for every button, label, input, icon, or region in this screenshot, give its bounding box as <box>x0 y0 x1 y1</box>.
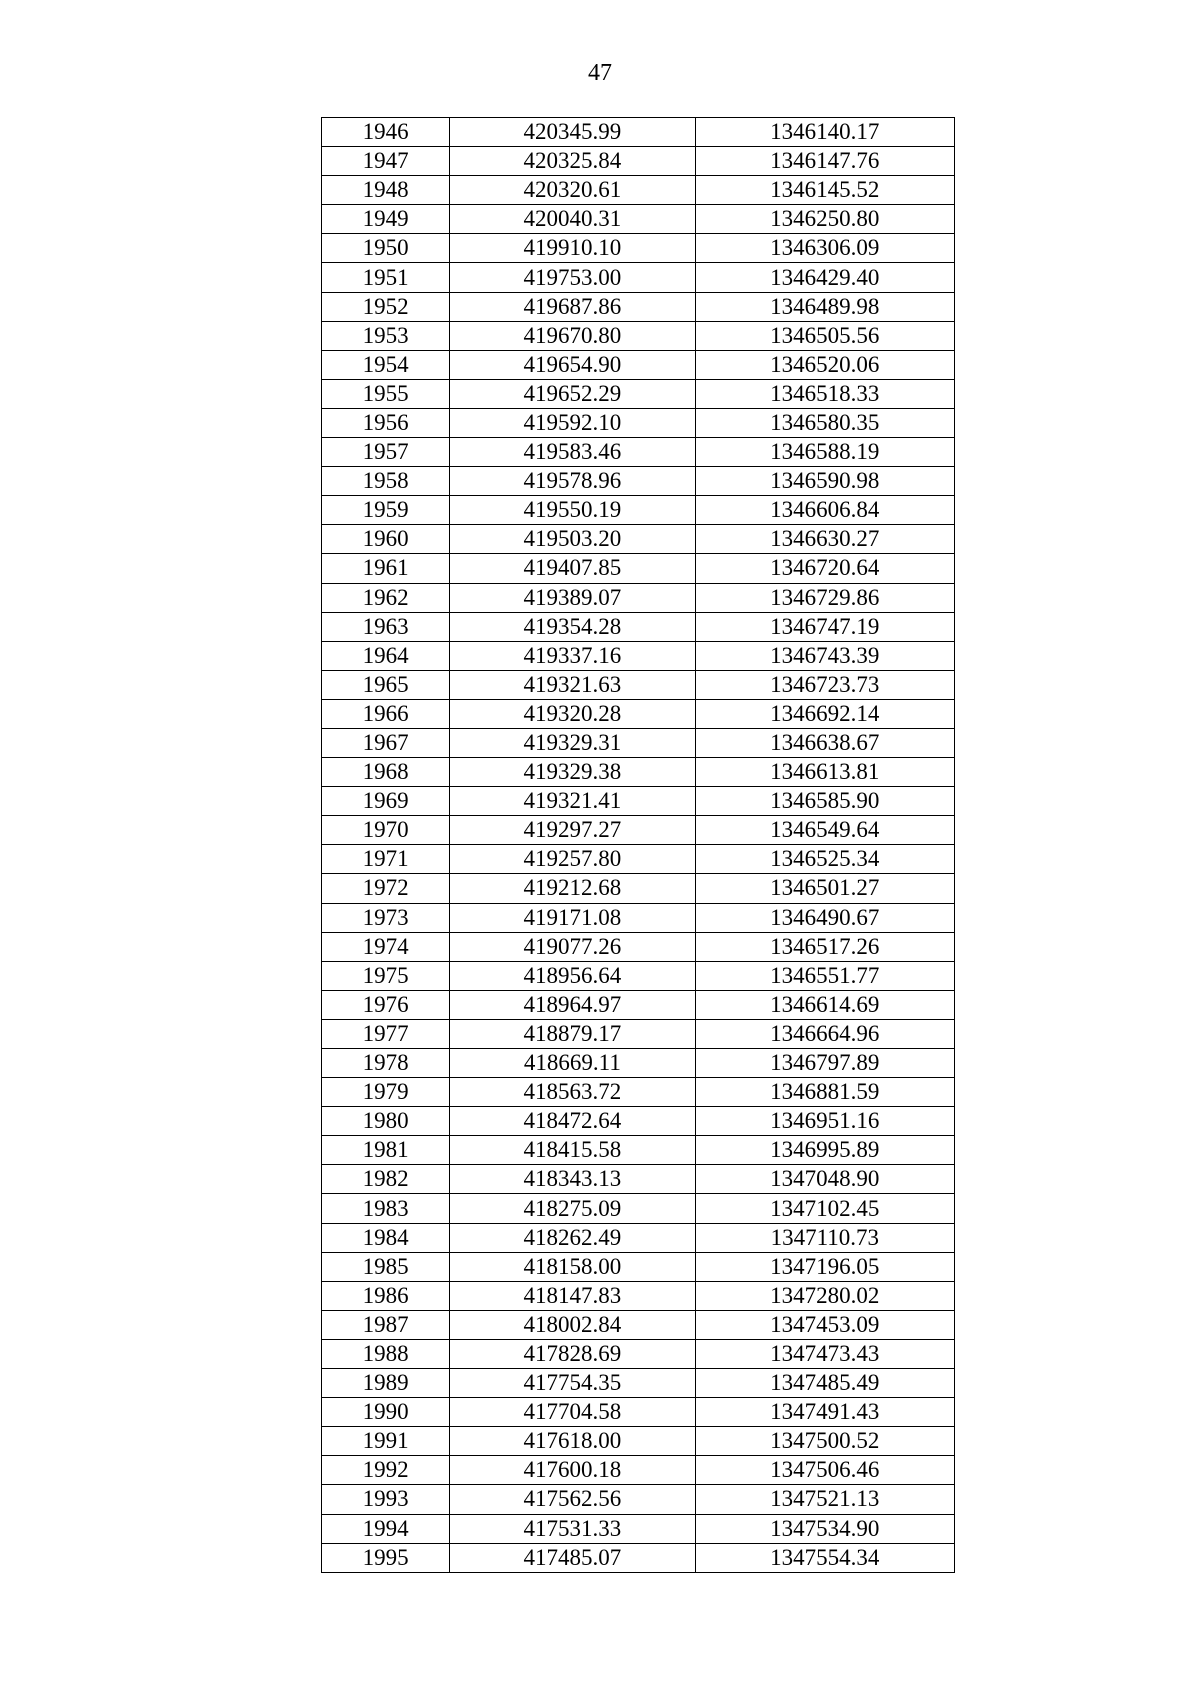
table-row <box>322 932 955 961</box>
table-row <box>322 670 955 699</box>
point-number-cell: 1965 <box>322 670 450 699</box>
point-number-cell: 1969 <box>322 787 450 816</box>
point-number-cell: 1957 <box>322 438 450 467</box>
point-number-cell: 1995 <box>322 1543 450 1572</box>
point-number-cell: 1990 <box>322 1398 450 1427</box>
point-number-cell: 1950 <box>322 234 450 263</box>
point-number-cell: 1946 <box>322 118 450 147</box>
point-number-cell: 1972 <box>322 874 450 903</box>
table-row <box>322 612 955 641</box>
table-row <box>322 525 955 554</box>
y-coordinate-cell: 1346630.27 <box>695 525 954 554</box>
x-coordinate-cell: 419389.07 <box>450 583 695 612</box>
y-coordinate-cell: 1347554.34 <box>695 1543 954 1572</box>
y-coordinate-cell: 1346747.19 <box>695 612 954 641</box>
point-number-cell: 1988 <box>322 1339 450 1368</box>
table-row <box>322 728 955 757</box>
x-coordinate-cell: 419297.27 <box>450 816 695 845</box>
point-number-cell: 1971 <box>322 845 450 874</box>
y-coordinate-cell: 1346517.26 <box>695 932 954 961</box>
x-coordinate-cell: 418343.13 <box>450 1165 695 1194</box>
point-number-cell: 1954 <box>322 350 450 379</box>
y-coordinate-cell: 1347280.02 <box>695 1281 954 1310</box>
x-coordinate-cell: 419687.86 <box>450 292 695 321</box>
y-coordinate-cell: 1346638.67 <box>695 728 954 757</box>
table-row <box>322 176 955 205</box>
point-number-cell: 1947 <box>322 147 450 176</box>
x-coordinate-cell: 418563.72 <box>450 1078 695 1107</box>
y-coordinate-cell: 1347500.52 <box>695 1427 954 1456</box>
table-row <box>322 1543 955 1572</box>
y-coordinate-cell: 1346505.56 <box>695 321 954 350</box>
table-row <box>322 990 955 1019</box>
y-coordinate-cell: 1346614.69 <box>695 990 954 1019</box>
y-coordinate-cell: 1347196.05 <box>695 1252 954 1281</box>
y-coordinate-cell: 1346580.35 <box>695 408 954 437</box>
y-coordinate-cell: 1346951.16 <box>695 1107 954 1136</box>
x-coordinate-cell: 419171.08 <box>450 903 695 932</box>
point-number-cell: 1981 <box>322 1136 450 1165</box>
table-row <box>322 1078 955 1107</box>
x-coordinate-cell: 418472.64 <box>450 1107 695 1136</box>
table-row <box>322 816 955 845</box>
x-coordinate-cell: 419652.29 <box>450 379 695 408</box>
table-row <box>322 1369 955 1398</box>
y-coordinate-cell: 1346518.33 <box>695 379 954 408</box>
x-coordinate-cell: 417562.56 <box>450 1485 695 1514</box>
point-number-cell: 1958 <box>322 467 450 496</box>
point-number-cell: 1963 <box>322 612 450 641</box>
x-coordinate-cell: 418415.58 <box>450 1136 695 1165</box>
x-coordinate-cell: 419578.96 <box>450 467 695 496</box>
point-number-cell: 1948 <box>322 176 450 205</box>
table-row <box>322 234 955 263</box>
point-number-cell: 1967 <box>322 728 450 757</box>
table-row <box>322 1223 955 1252</box>
point-number-cell: 1974 <box>322 932 450 961</box>
y-coordinate-cell: 1346590.98 <box>695 467 954 496</box>
x-coordinate-cell: 419753.00 <box>450 263 695 292</box>
table-row <box>322 1165 955 1194</box>
y-coordinate-cell: 1346995.89 <box>695 1136 954 1165</box>
table-row <box>322 845 955 874</box>
point-number-cell: 1980 <box>322 1107 450 1136</box>
coordinates-table <box>321 117 955 1573</box>
point-number-cell: 1955 <box>322 379 450 408</box>
table-row <box>322 1281 955 1310</box>
y-coordinate-cell: 1346250.80 <box>695 205 954 234</box>
y-coordinate-cell: 1346147.76 <box>695 147 954 176</box>
table-row <box>322 1427 955 1456</box>
y-coordinate-cell: 1346140.17 <box>695 118 954 147</box>
y-coordinate-cell: 1347491.43 <box>695 1398 954 1427</box>
y-coordinate-cell: 1346588.19 <box>695 438 954 467</box>
table-row <box>322 292 955 321</box>
point-number-cell: 1979 <box>322 1078 450 1107</box>
table-row <box>322 1136 955 1165</box>
x-coordinate-cell: 419337.16 <box>450 641 695 670</box>
x-coordinate-cell: 418262.49 <box>450 1223 695 1252</box>
x-coordinate-cell: 418879.17 <box>450 1019 695 1048</box>
table-row <box>322 263 955 292</box>
point-number-cell: 1973 <box>322 903 450 932</box>
table-row <box>322 1194 955 1223</box>
y-coordinate-cell: 1346729.86 <box>695 583 954 612</box>
y-coordinate-cell: 1347048.90 <box>695 1165 954 1194</box>
x-coordinate-cell: 419654.90 <box>450 350 695 379</box>
table-row <box>322 1485 955 1514</box>
x-coordinate-cell: 418669.11 <box>450 1049 695 1078</box>
table-row <box>322 147 955 176</box>
y-coordinate-cell: 1346549.64 <box>695 816 954 845</box>
x-coordinate-cell: 419583.46 <box>450 438 695 467</box>
y-coordinate-cell: 1347521.13 <box>695 1485 954 1514</box>
point-number-cell: 1991 <box>322 1427 450 1456</box>
y-coordinate-cell: 1346525.34 <box>695 845 954 874</box>
y-coordinate-cell: 1347485.49 <box>695 1369 954 1398</box>
table-row <box>322 379 955 408</box>
x-coordinate-cell: 417704.58 <box>450 1398 695 1427</box>
y-coordinate-cell: 1346501.27 <box>695 874 954 903</box>
table-row <box>322 903 955 932</box>
point-number-cell: 1952 <box>322 292 450 321</box>
point-number-cell: 1987 <box>322 1310 450 1339</box>
x-coordinate-cell: 417600.18 <box>450 1456 695 1485</box>
x-coordinate-cell: 419212.68 <box>450 874 695 903</box>
table-row <box>322 699 955 728</box>
y-coordinate-cell: 1346585.90 <box>695 787 954 816</box>
point-number-cell: 1959 <box>322 496 450 525</box>
y-coordinate-cell: 1346664.96 <box>695 1019 954 1048</box>
point-number-cell: 1953 <box>322 321 450 350</box>
table-row <box>322 1339 955 1368</box>
table-row <box>322 583 955 612</box>
table-row <box>322 1456 955 1485</box>
point-number-cell: 1977 <box>322 1019 450 1048</box>
x-coordinate-cell: 420320.61 <box>450 176 695 205</box>
point-number-cell: 1982 <box>322 1165 450 1194</box>
x-coordinate-cell: 419407.85 <box>450 554 695 583</box>
x-coordinate-cell: 420040.31 <box>450 205 695 234</box>
table-row <box>322 205 955 234</box>
point-number-cell: 1978 <box>322 1049 450 1078</box>
x-coordinate-cell: 419257.80 <box>450 845 695 874</box>
x-coordinate-cell: 420325.84 <box>450 147 695 176</box>
point-number-cell: 1960 <box>322 525 450 554</box>
table-row <box>322 1049 955 1078</box>
y-coordinate-cell: 1346551.77 <box>695 961 954 990</box>
x-coordinate-cell: 418964.97 <box>450 990 695 1019</box>
table-row <box>322 438 955 467</box>
coordinates-table-body <box>322 118 955 1573</box>
table-row <box>322 554 955 583</box>
x-coordinate-cell: 418147.83 <box>450 1281 695 1310</box>
x-coordinate-cell: 417531.33 <box>450 1514 695 1543</box>
y-coordinate-cell: 1347453.09 <box>695 1310 954 1339</box>
point-number-cell: 1983 <box>322 1194 450 1223</box>
point-number-cell: 1992 <box>322 1456 450 1485</box>
y-coordinate-cell: 1347102.45 <box>695 1194 954 1223</box>
point-number-cell: 1968 <box>322 758 450 787</box>
table-row <box>322 874 955 903</box>
x-coordinate-cell: 418158.00 <box>450 1252 695 1281</box>
x-coordinate-cell: 417828.69 <box>450 1339 695 1368</box>
x-coordinate-cell: 418275.09 <box>450 1194 695 1223</box>
point-number-cell: 1964 <box>322 641 450 670</box>
x-coordinate-cell: 419550.19 <box>450 496 695 525</box>
y-coordinate-cell: 1347506.46 <box>695 1456 954 1485</box>
y-coordinate-cell: 1346490.67 <box>695 903 954 932</box>
table-row <box>322 1107 955 1136</box>
point-number-cell: 1993 <box>322 1485 450 1514</box>
table-row <box>322 1514 955 1543</box>
x-coordinate-cell: 419503.20 <box>450 525 695 554</box>
x-coordinate-cell: 419077.26 <box>450 932 695 961</box>
table-row <box>322 118 955 147</box>
x-coordinate-cell: 418002.84 <box>450 1310 695 1339</box>
x-coordinate-cell: 419910.10 <box>450 234 695 263</box>
table-row <box>322 641 955 670</box>
y-coordinate-cell: 1347110.73 <box>695 1223 954 1252</box>
point-number-cell: 1975 <box>322 961 450 990</box>
point-number-cell: 1966 <box>322 699 450 728</box>
table-row <box>322 408 955 437</box>
point-number-cell: 1986 <box>322 1281 450 1310</box>
table-row <box>322 1252 955 1281</box>
point-number-cell: 1985 <box>322 1252 450 1281</box>
x-coordinate-cell: 419321.41 <box>450 787 695 816</box>
point-number-cell: 1951 <box>322 263 450 292</box>
table-row <box>322 1310 955 1339</box>
table-row <box>322 961 955 990</box>
x-coordinate-cell: 419329.31 <box>450 728 695 757</box>
point-number-cell: 1994 <box>322 1514 450 1543</box>
table-row <box>322 496 955 525</box>
x-coordinate-cell: 417754.35 <box>450 1369 695 1398</box>
y-coordinate-cell: 1346520.06 <box>695 350 954 379</box>
x-coordinate-cell: 418956.64 <box>450 961 695 990</box>
x-coordinate-cell: 419592.10 <box>450 408 695 437</box>
table-row <box>322 758 955 787</box>
table-row <box>322 467 955 496</box>
y-coordinate-cell: 1346613.81 <box>695 758 954 787</box>
y-coordinate-cell: 1346145.52 <box>695 176 954 205</box>
x-coordinate-cell: 419329.38 <box>450 758 695 787</box>
point-number-cell: 1962 <box>322 583 450 612</box>
point-number-cell: 1970 <box>322 816 450 845</box>
table-row <box>322 321 955 350</box>
table-row <box>322 787 955 816</box>
y-coordinate-cell: 1346489.98 <box>695 292 954 321</box>
x-coordinate-cell: 419354.28 <box>450 612 695 641</box>
x-coordinate-cell: 420345.99 <box>450 118 695 147</box>
point-number-cell: 1961 <box>322 554 450 583</box>
table-row <box>322 1019 955 1048</box>
point-number-cell: 1989 <box>322 1369 450 1398</box>
x-coordinate-cell: 419321.63 <box>450 670 695 699</box>
x-coordinate-cell: 417618.00 <box>450 1427 695 1456</box>
y-coordinate-cell: 1346720.64 <box>695 554 954 583</box>
point-number-cell: 1956 <box>322 408 450 437</box>
y-coordinate-cell: 1346306.09 <box>695 234 954 263</box>
point-number-cell: 1949 <box>322 205 450 234</box>
table-row <box>322 1398 955 1427</box>
y-coordinate-cell: 1346797.89 <box>695 1049 954 1078</box>
y-coordinate-cell: 1347473.43 <box>695 1339 954 1368</box>
y-coordinate-cell: 1346723.73 <box>695 670 954 699</box>
y-coordinate-cell: 1346692.14 <box>695 699 954 728</box>
y-coordinate-cell: 1346606.84 <box>695 496 954 525</box>
x-coordinate-cell: 419670.80 <box>450 321 695 350</box>
x-coordinate-cell: 417485.07 <box>450 1543 695 1572</box>
table-row <box>322 350 955 379</box>
point-number-cell: 1976 <box>322 990 450 1019</box>
y-coordinate-cell: 1346881.59 <box>695 1078 954 1107</box>
point-number-cell: 1984 <box>322 1223 450 1252</box>
y-coordinate-cell: 1347534.90 <box>695 1514 954 1543</box>
page-number: 47 <box>588 60 612 86</box>
x-coordinate-cell: 419320.28 <box>450 699 695 728</box>
y-coordinate-cell: 1346429.40 <box>695 263 954 292</box>
y-coordinate-cell: 1346743.39 <box>695 641 954 670</box>
